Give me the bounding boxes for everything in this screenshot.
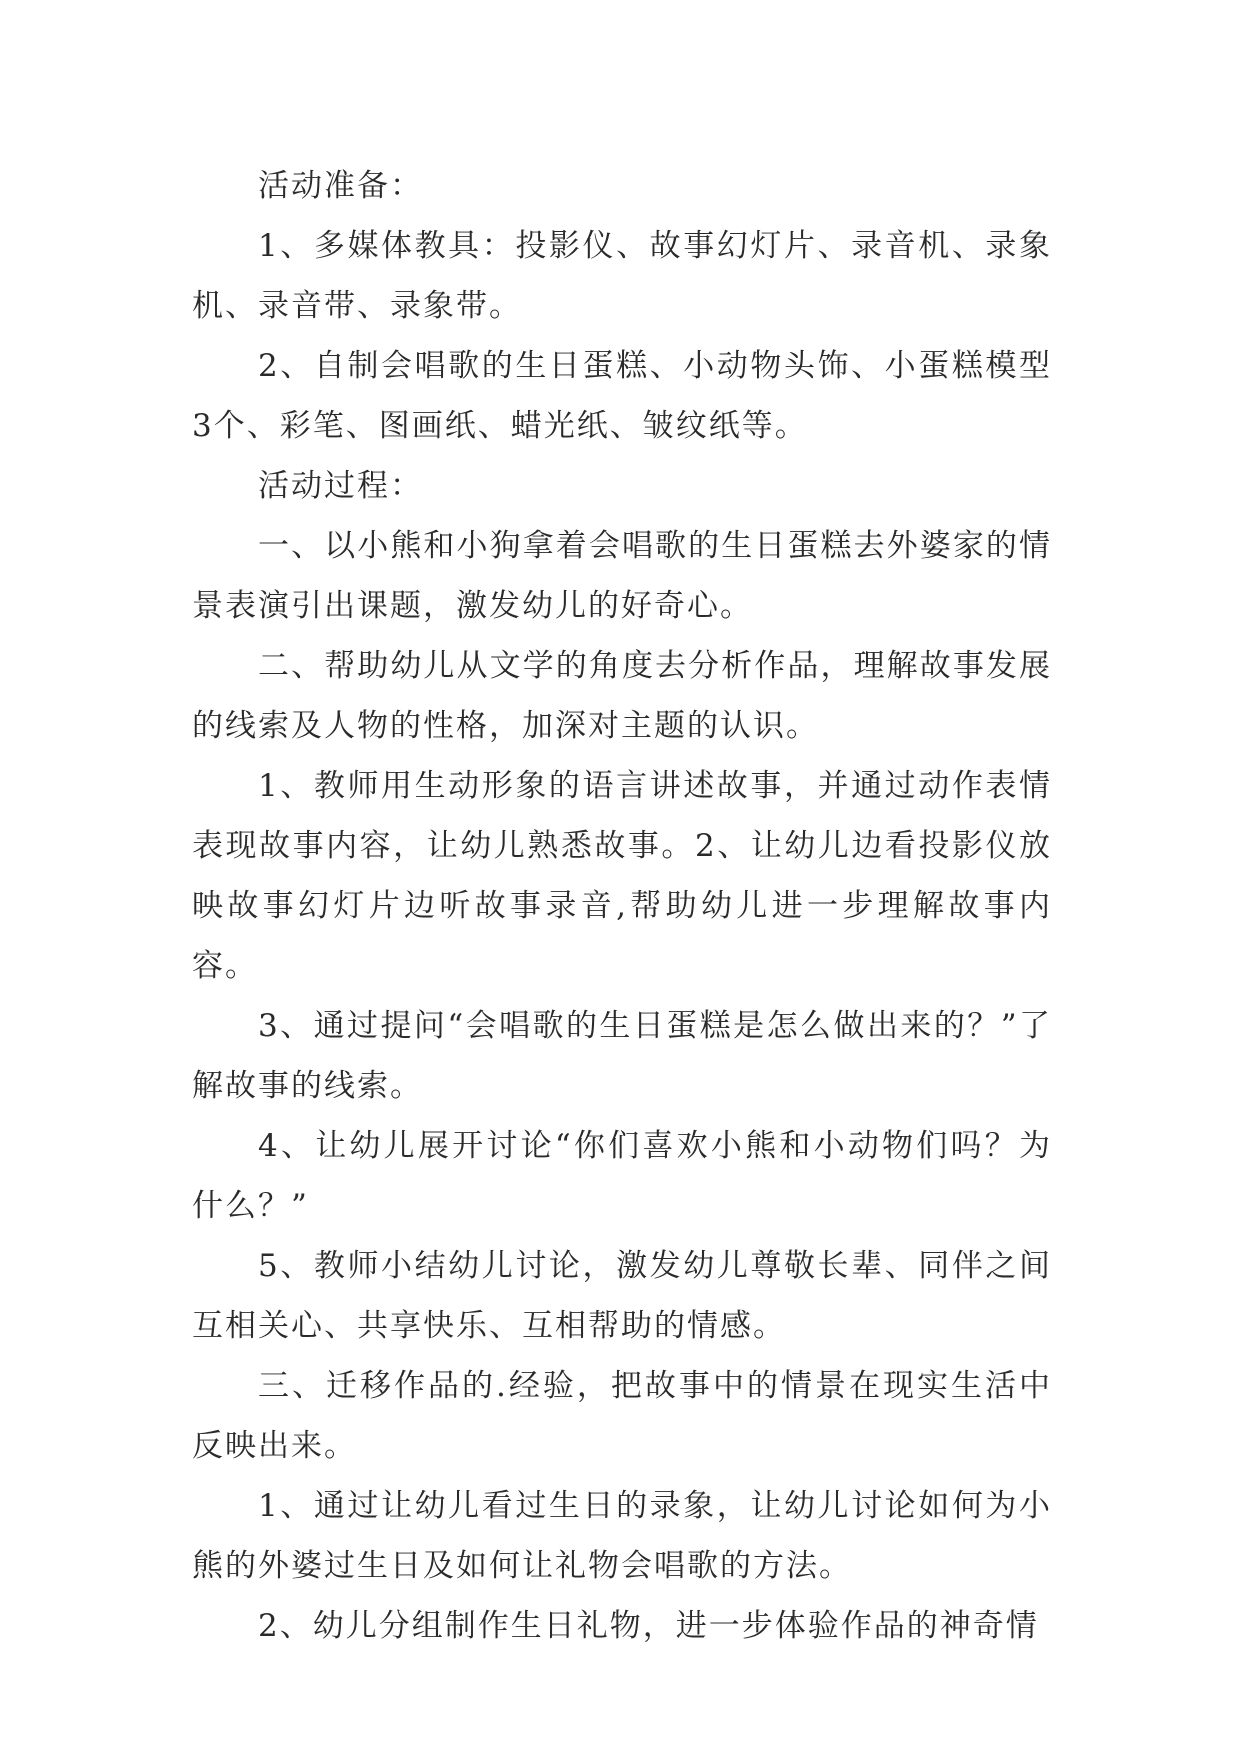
paragraph: 1、多媒体教具：投影仪、故事幻灯片、录音机、录象机、录音带、录象带。: [192, 228, 1052, 324]
paragraph: 2、幼儿分组制作生日礼物，进一步体验作品的神奇情: [258, 1608, 1039, 1644]
paragraph: 3、通过提问“会唱歌的生日蛋糕是怎么做出来的？”了解故事的线索。: [192, 1008, 1052, 1104]
section-heading-preparation: 活动准备：: [258, 168, 423, 204]
document-body: [192, 156, 1052, 1656]
section-heading-process: 活动过程：: [258, 468, 423, 504]
paragraph: 1、通过让幼儿看过生日的录象，让幼儿讨论如何为小熊的外婆过生日及如何让礼物会唱歌的方法。: [192, 1488, 1052, 1584]
paragraph: 4、让幼儿展开讨论“你们喜欢小熊和小动物们吗？为什么？”: [192, 1128, 1052, 1224]
paragraph: 2、自制会唱歌的生日蛋糕、小动物头饰、小蛋糕模型3个、彩笔、图画纸、蜡光纸、皱纹纸等。: [192, 348, 1052, 444]
paragraph: 1、教师用生动形象的语言讲述故事，并通过动作表情表现故事内容，让幼儿熟悉故事。2、让幼儿边看投影仪放映故事幻灯片边听故事录音,帮助幼儿进一步理解故事内容。: [192, 768, 1052, 984]
paragraph: 一、以小熊和小狗拿着会唱歌的生日蛋糕去外婆家的情景表演引出课题，激发幼儿的好奇心。: [192, 528, 1052, 624]
paragraph: 三、迁移作品的.经验，把故事中的情景在现实生活中反映出来。: [192, 1368, 1052, 1464]
paragraph: 5、教师小结幼儿讨论，激发幼儿尊敬长辈、同伴之间互相关心、共享快乐、互相帮助的情感。: [192, 1248, 1052, 1344]
paragraph: 二、帮助幼儿从文学的角度去分析作品，理解故事发展的线索及人物的性格，加深对主题的认识。: [192, 648, 1052, 744]
